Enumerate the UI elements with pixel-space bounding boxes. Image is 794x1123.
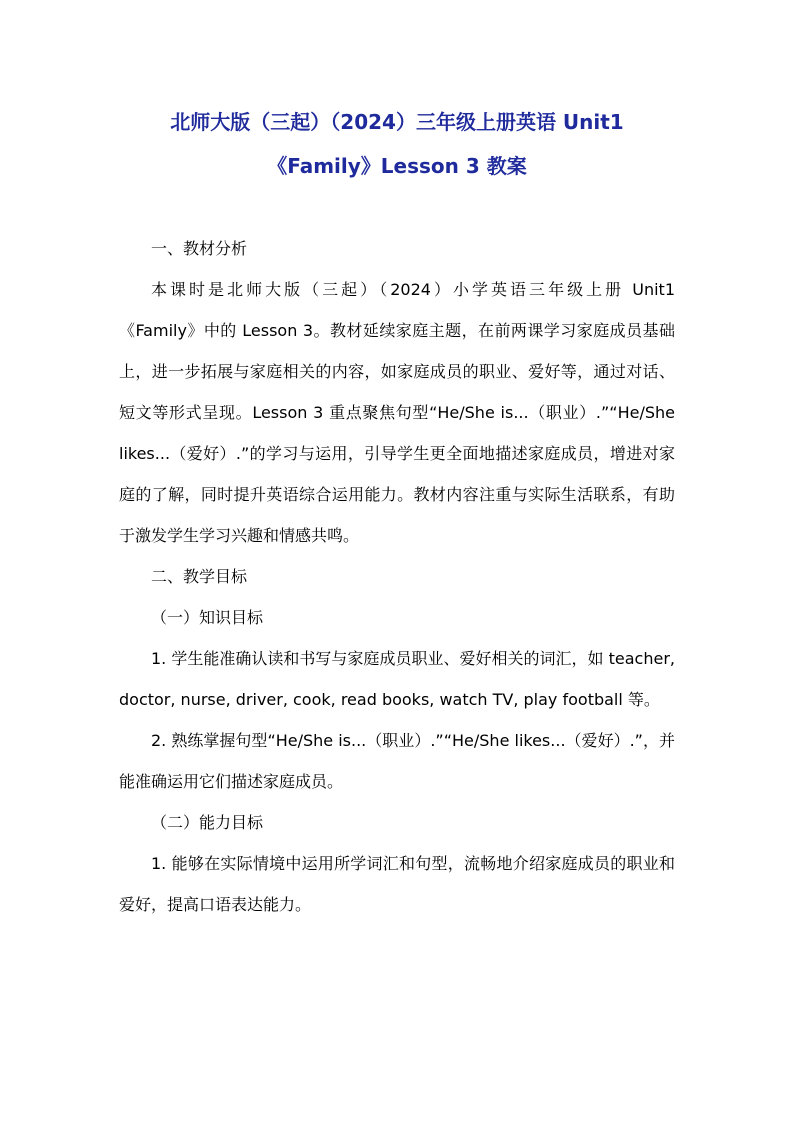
- knowledge-goal-item-2: 2. 熟练掌握句型“He/She is...（职业）.”“He/She likes...（爱好）.”，并能准确运用它们描述家庭成员。: [119, 731, 675, 791]
- document-title: [119, 100, 675, 188]
- subheading-ability-goals: （二）能力目标: [151, 813, 264, 832]
- document-body: [119, 228, 675, 925]
- title-line-2: 《Family》Lesson 3 教案: [267, 154, 527, 178]
- textbook-analysis-paragraph: 本课时是北师大版（三起）（2024）小学英语三年级上册 Unit1《Family》中的 Lesson 3。教材延续家庭主题，在前两课学习家庭成员基础上，进一步拓展与家庭相关的内容，如家庭成员的职业、爱好等，通过对话、短文等形式呈现。Lesson 3 重点聚焦句型“He/She is...（职业）.”“He/She likes...（爱好）.”的学习与运用，引导学生更全面地描述家庭成员，增进对家庭的了解，同时提升英语综合运用能力。教材内容注重与实际生活联系，有助于激发学生学习兴趣和情感共鸣。: [119, 280, 675, 545]
- section-heading-textbook-analysis: 一、教材分析: [151, 239, 248, 258]
- section-heading-teaching-goals: 二、教学目标: [151, 567, 248, 586]
- ability-goal-item-1: 1. 能够在实际情境中运用所学词汇和句型，流畅地介绍家庭成员的职业和爱好，提高口语表达能力。: [119, 854, 675, 914]
- title-line-1: 北师大版（三起）（2024）三年级上册英语 Unit1: [170, 110, 624, 134]
- subheading-knowledge-goals: （一）知识目标: [151, 608, 264, 627]
- knowledge-goal-item-1: 1. 学生能准确认读和书写与家庭成员职业、爱好相关的词汇，如 teacher, doctor, nurse, driver, cook, read books, watch TV, play football 等。: [119, 649, 675, 709]
